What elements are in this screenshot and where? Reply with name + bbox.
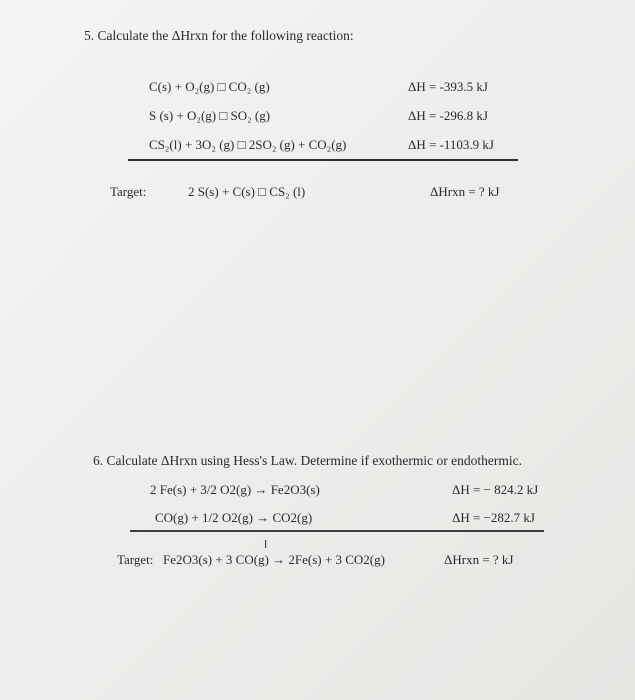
q5-reaction-3: CS₂(l) + 3O₂ (g) □ 2SO₂ (g) + CO₂(g) (149, 137, 347, 152)
q6-reaction-2-dh: ΔH = −282.7 kJ (452, 510, 535, 525)
q6-reaction-1-dh: ΔH = − 824.2 kJ (452, 482, 539, 497)
q5-reaction-1: C(s) + O₂(g) □ CO₂ (g) (149, 79, 270, 94)
q6-reaction-2: CO(g) + 1/2 O2(g) → CO2(g) (155, 510, 313, 525)
q6-title: 6. Calculate ΔHrxn using Hess's Law. Determine if exothermic or endothermic. (93, 453, 522, 468)
q6-target-equation: Fe2O3(s) + 3 CO(g) → 2Fe(s) + 3 CO2(g) (163, 552, 385, 567)
q5-reaction-2: S (s) + O₂(g) □ SO₂ (g) (149, 108, 271, 123)
q5-target-label: Target: (110, 184, 147, 199)
q5-reaction-2-dh: ΔH = -296.8 kJ (408, 108, 488, 123)
q5-reaction-1-dh: ΔH = -393.5 kJ (408, 79, 488, 94)
q5-target-equation: 2 S(s) + C(s) □ CS₂ (l) (188, 184, 306, 199)
q6-reaction-1: 2 Fe(s) + 3/2 O2(g) → Fe2O3(s) (150, 482, 320, 497)
q5-reaction-3-dh: ΔH = -1103.9 kJ (408, 137, 494, 152)
q5-title: 5. Calculate the ΔHrxn for the following reaction: (84, 28, 354, 43)
q5-target-dh: ΔHrxn = ? kJ (430, 184, 500, 199)
q6-sum-line (130, 530, 544, 532)
text-cursor-icon: I (264, 538, 268, 551)
q6-target-dh: ΔHrxn = ? kJ (444, 552, 514, 567)
q6-target-label: Target: (117, 552, 154, 567)
q5-sum-line (128, 159, 518, 161)
